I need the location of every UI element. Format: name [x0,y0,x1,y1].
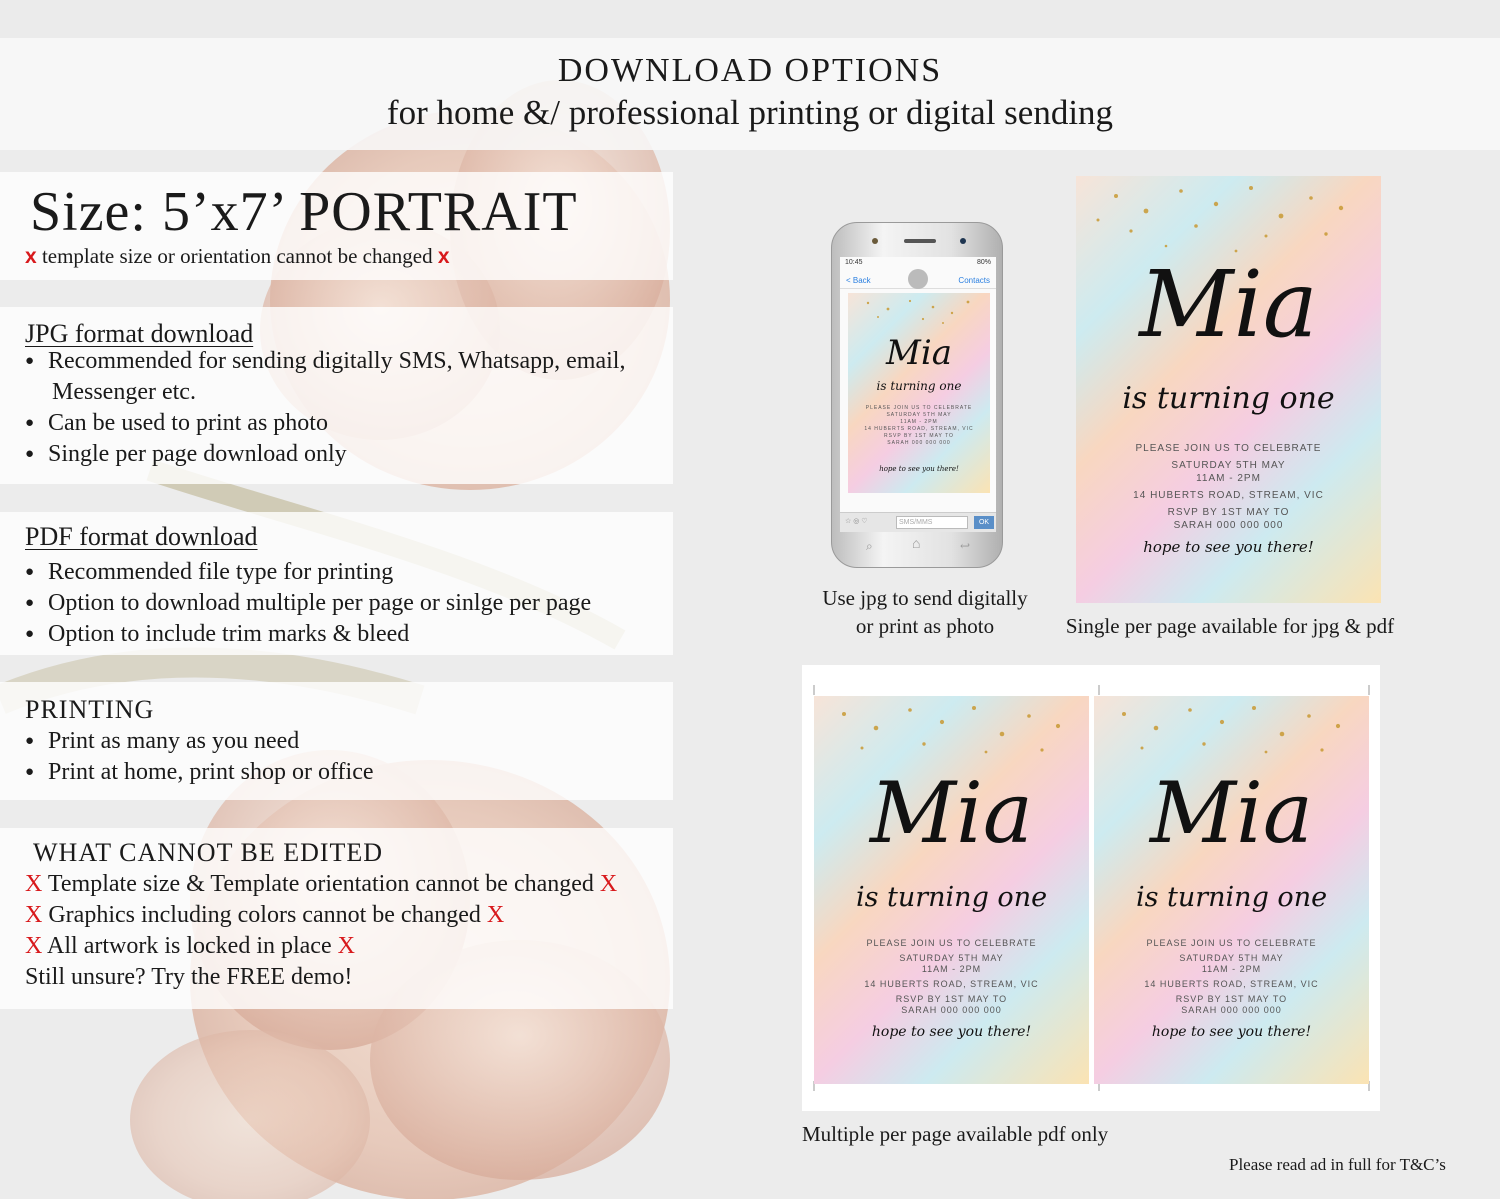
invite-name: Mia [1150,764,1313,862]
list-item: ● Single per page download only [25,439,625,470]
invite-closing: hope to see you there! [1143,538,1314,556]
demo-text: Still unsure? Try the FREE demo! [25,964,353,990]
contacts-button[interactable]: Contacts [958,276,990,285]
red-x-icon: x [25,245,37,268]
list-item: ● Print at home, print shop or office [25,757,374,788]
size-note [25,244,450,269]
cannot-edit-list [25,869,617,993]
camera-icon [872,238,878,244]
red-x-icon: X [25,933,43,959]
multi-caption: Multiple per page available pdf only [802,1122,1109,1146]
invite-details: PLEASE JOIN US TO CELEBRATE SATURDAY 5TH MAY 11AM - 2PM 14 HUBERTS ROAD, STREAM, VIC RSVP BY 1ST MAY TO SARAH 000 000 000 [864,938,1039,1015]
pdf-bullet-list [25,557,591,650]
red-x-icon: X [337,933,355,959]
list-item: ● Recommended for sending digitally SMS, Whatsapp, email, Messenger etc. [25,346,625,408]
list-item: X Template size & Template orientation cannot be changed X [25,871,618,897]
invite-closing: hope to see you there! [1151,1024,1312,1040]
header-panel [0,38,1500,150]
multi-invite-card [814,696,1089,1084]
home-icon: ⌂ [912,537,921,552]
jpg-heading: JPG format download [25,319,254,348]
invite-tagline: is turning one [876,379,962,393]
red-x-icon: X [486,902,505,928]
red-x-icon: X [599,871,618,897]
pdf-heading: PDF format download [25,522,258,551]
invite-tagline: is turning one [1122,381,1335,416]
phone-mockup [831,222,1003,568]
red-x-icon: X [25,871,43,897]
list-item-continuation: Messenger etc. [52,379,196,405]
list-item: ● Option to download multiple per page or sinlge per page [25,588,591,619]
camera-small-icon: ☆ ◎ ♡ [845,518,868,525]
phone-caption: Use jpg to send digitally or print as photo [822,586,1028,638]
back-arrow-icon: ↩ [960,539,971,553]
red-x-icon: x [437,245,450,268]
send-button[interactable]: OK [974,516,994,529]
invite-name: Mia [870,764,1033,862]
list-item: ● Recommended file type for printing [25,557,591,588]
battery-level: 80% [976,259,991,266]
contact-avatar-icon [908,269,928,289]
list-item: ● Can be used to print as photo [25,408,625,439]
phone-nav-icons [840,537,996,557]
size-panel [0,172,673,280]
phone-message-bar [840,512,996,532]
speaker-icon [904,239,936,243]
single-invite-card [1076,176,1381,603]
invite-details: PLEASE JOIN US TO CELEBRATE SATURDAY 5TH MAY 11AM - 2PM 14 HUBERTS ROAD, STREAM, VIC RSVP BY 1ST MAY TO SARAH 000 000 000 [1144,938,1319,1015]
jpg-panel [0,307,673,484]
invite-details: PLEASE JOIN US TO CELEBRATE SATURDAY 5TH MAY 11AM - 2PM 14 HUBERTS ROAD, STREAM, VIC RSVP BY 1ST MAY TO SARAH 000 000 000 [1133,443,1324,531]
invite-closing: hope to see you there! [871,1024,1032,1040]
page-title: DOWNLOAD OPTIONS [557,52,943,89]
size-title: Size: 5’x7’ PORTRAIT [30,181,578,243]
pdf-panel [0,512,673,655]
sensor-icon [960,238,966,244]
back-button[interactable]: < Back [846,276,871,285]
single-caption: Single per page available for jpg & pdf [1065,614,1395,638]
invite-name: Mia [886,333,952,373]
size-note-text: template size or orientation cannot be changed [41,244,433,268]
gold-glitter-icon [848,293,990,493]
phone-status-bar [840,257,996,269]
invite-closing: hope to see you there! [879,465,959,473]
multi-page-sheet [802,665,1380,1111]
red-x-icon: X [25,902,43,928]
list-item: ● Option to include trim marks & bleed [25,619,591,650]
search-icon: ⌕ [866,539,873,553]
page-subtitle: for home &/ professional printing or digital sending [386,93,1114,132]
phone-screen [840,257,996,532]
list-item: ● Print as many as you need [25,726,374,757]
footer-note: Please read ad in full for T&C’s [1229,1155,1446,1174]
invite-tagline: is turning one [855,882,1048,913]
printing-bullet-list [25,726,374,788]
list-item: X All artwork is locked in place X [25,933,355,959]
multi-invite-card [1094,696,1369,1084]
message-input[interactable]: SMS/MMS [896,516,968,529]
cannot-edit-heading: WHAT CANNOT BE EDITED [33,838,384,867]
list-item: X Graphics including colors cannot be changed X [25,902,505,928]
printing-heading: PRINTING [25,695,155,724]
invite-details: PLEASE JOIN US TO CELEBRATE SATURDAY 5TH MAY 11AM - 2PM 14 HUBERTS ROAD, STREAM, VIC RSVP BY 1ST MAY TO SARAH 000 000 000 [864,405,974,446]
cannot-edit-panel [0,828,673,1009]
status-time: 10:45 [845,259,863,266]
jpg-bullet-list [25,346,625,470]
invite-tagline: is turning one [1135,882,1328,913]
phone-invite-card [848,293,990,493]
phone-nav-bar [840,269,996,289]
invite-name: Mia [1139,251,1318,358]
printing-panel [0,682,673,800]
